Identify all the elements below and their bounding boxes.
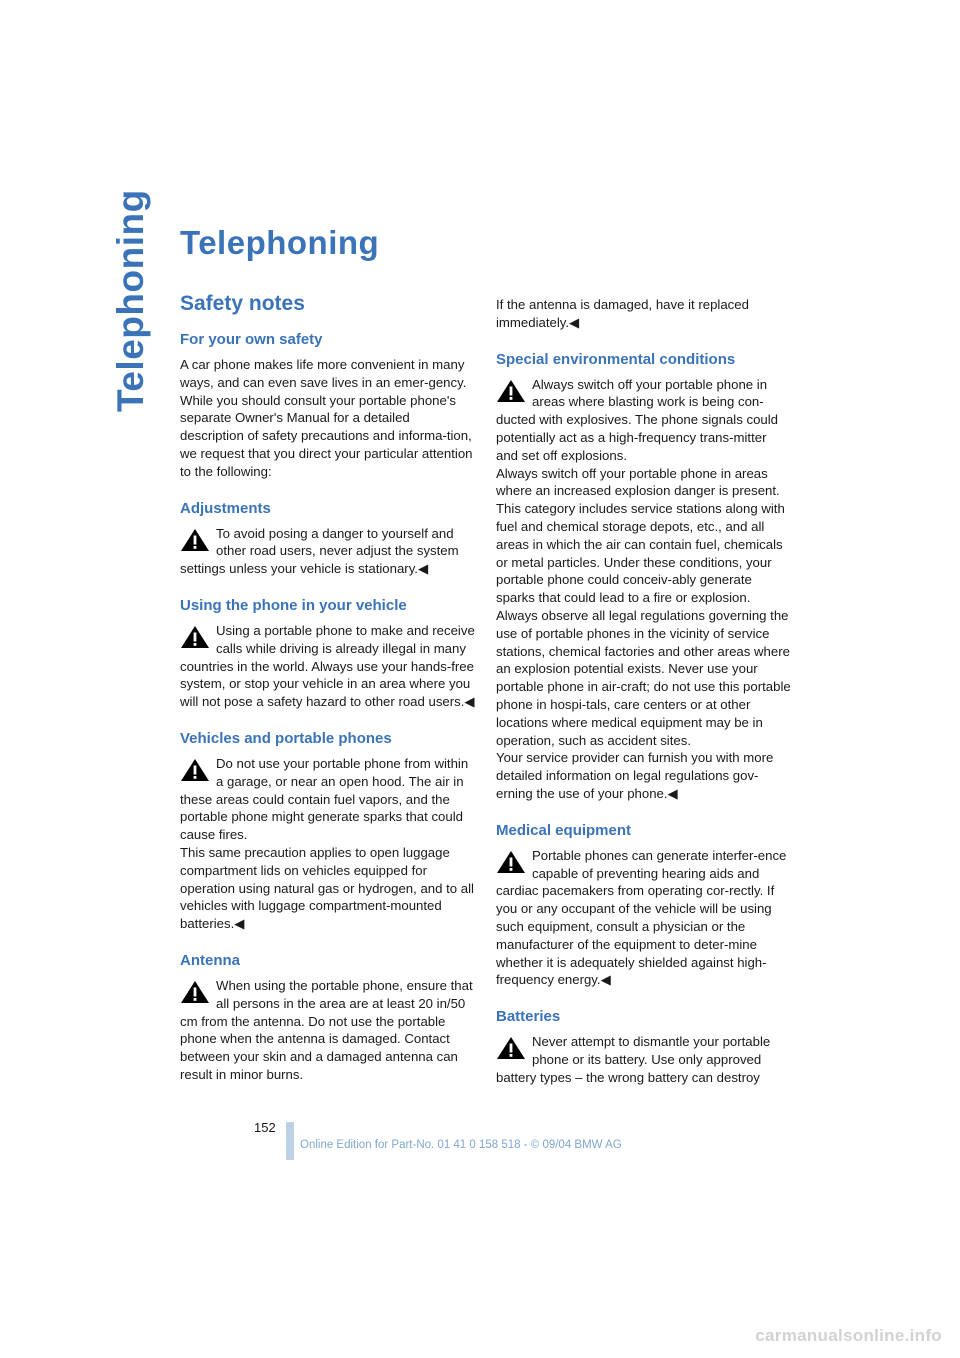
page-title: Telephoning [180,224,380,261]
vehicles-text-1: Do not use your portable phone from within a garage, or near an open hood. The air in these areas could contain fuel vapors, and the portable phone might generate sparks that could cause fires. [180,755,469,843]
environment-text-3: Your service provider can furnish you with more detailed information on legal regulations gov-erning the use of your phone.◀ [496,750,774,801]
page-number: 152 [254,1120,276,1135]
antenna-text: When using the portable phone, ensure that all persons in the area are at least 20 in/50 cm from the antenna. Do not use the portable phone when the antenna is damaged. Contact between your skin and a damaged antenna can result in minor burns. [180,977,473,1082]
medical-text: Portable phones can generate interfer-ence capable of preventing hearing aids and cardiac pacemakers from operating cor-rectly. If you or any occupant of the vehicle will be using such equipment, consult a physician or the manufacturer of the equipment to deter-mine whether it is adequately shielded against high-frequency energy.◀ [496,847,787,988]
warning-triangle-icon [496,1036,526,1060]
environment-warning [496,376,792,803]
own-safety-text: A car phone makes life more convenient in many ways, and can even save lives in an emer-gency. While you should consult your portable phone's separate Owner's Manual for a detailed description of safety precautions and informa-tion, we request that you direct your particular attention to the following: [180,357,473,479]
warning-triangle-icon [180,980,210,1004]
adjustments-text: To avoid posing a danger to yourself and other road users, never adjust the system settings unless your vehicle is stationary.◀ [180,525,459,577]
batteries-text: Never attempt to dismantle your portable phone or its battery. Use only approved battery types – the wrong battery can destroy [496,1034,771,1085]
antenna-heading: Antenna [180,951,240,969]
side-tab [108,189,158,412]
vehicles-warning [180,755,476,933]
warning-triangle-icon [496,379,526,403]
adjustments-heading: Adjustments [180,499,271,517]
batteries-warning [496,1033,792,1086]
section-title: Safety notes [180,292,305,315]
side-tab-label: Telephoning [110,189,151,412]
watermark: carmanualsonline.info [755,1326,942,1345]
warning-triangle-icon [496,850,526,874]
warning-triangle-icon [180,528,210,552]
footer-edition-text: Online Edition for Part-No. 01 41 0 158 518 - © 09/04 BMW AG [300,1139,622,1151]
right-column [496,296,792,1086]
using-phone-warning [180,622,476,711]
environment-heading: Special environmental conditions [496,350,736,368]
environment-text-2: Always switch off your portable phone in areas where an increased explosion danger is present. This category includes service stations along with fuel and chemical storage depots, etc., and all areas in which the air can contain fuel, chemicals or metal particles. Under these conditions, your portable phone could conceiv-ably generate sparks that could lead to a fire or explosion. Always observe all legal regulations governing the use of portable phones in the vicinity of service stations, chemical factories and other areas where an explosion potential exists. Never use your portable phone in air-craft; do not use this portable phone in hospi-tals, care centers or at other locations where medical equipment may be in operation, such as accident sites. [496,465,791,748]
using-phone-text: Using a portable phone to make and receive calls while driving is already illegal in many countries in the world. Always use your hands-free system, or stop your vehicle in an area where you will not pose a safety hazard to other road users.◀ [180,622,475,710]
medical-heading: Medical equipment [496,821,632,839]
environment-text-1: Always switch off your portable phone in areas where blasting work is being con-ducted with explosives. The phone signals could potentially act as a high-frequency trans-mitter and set off explosions. [496,376,778,463]
own-safety-heading: For your own safety [180,331,323,348]
vehicles-text-2: This same precaution applies to open luggage compartment lids on vehicles equipped for operation using natural gas or hydrogen, and to all vehicles with luggage compartment-mounted batteries.◀ [180,844,474,932]
batteries-heading: Batteries [496,1008,561,1026]
warning-triangle-icon [180,758,210,782]
vehicles-heading: Vehicles and portable phones [180,729,392,747]
adjustments-warning [180,525,476,578]
warning-triangle-icon [180,625,210,649]
antenna-warning [180,977,476,1084]
footer-bar [286,1122,294,1160]
using-phone-heading: Using the phone in your vehicle [180,596,407,614]
medical-warning [496,847,792,989]
left-column [180,292,476,1084]
antenna-text-continued: If the antenna is damaged, have it replaced immediately.◀ [496,297,749,330]
